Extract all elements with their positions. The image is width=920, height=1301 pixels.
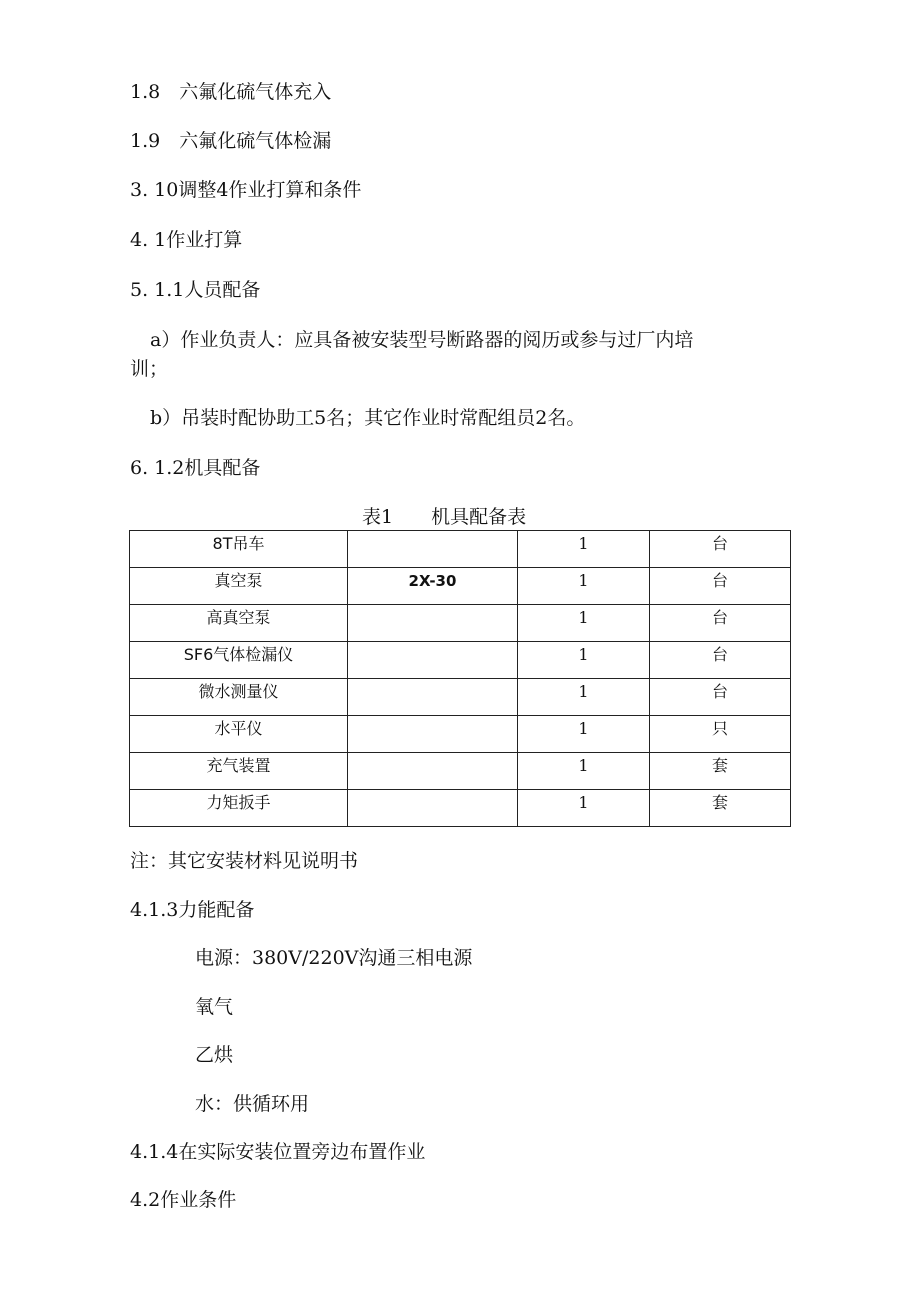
- tool-name-cell: 微水测量仪: [130, 679, 348, 716]
- section-1-8: 1.8 六氟化硫气体充入: [130, 81, 332, 103]
- tool-spec-cell: [348, 716, 518, 753]
- tool-unit-cell: 台: [650, 531, 791, 568]
- section-5-1-1: 5. 1.1人员配备: [130, 279, 261, 301]
- table-row: [130, 790, 791, 827]
- section-4-1-3: 4.1.3力能配备: [130, 899, 255, 921]
- tool-name-cell: 8T吊车: [130, 531, 348, 568]
- tool-unit-cell: 套: [650, 753, 791, 790]
- table-row: [130, 605, 791, 642]
- section-1-9: 1.9 六氟化硫气体检漏: [130, 130, 332, 152]
- tool-spec-cell: [348, 531, 518, 568]
- tool-qty-cell: 1: [518, 642, 650, 679]
- tool-qty-cell: 1: [518, 753, 650, 790]
- tool-name-cell: 力矩扳手: [130, 790, 348, 827]
- tool-unit-cell: 台: [650, 642, 791, 679]
- table-note: 注：其它安装材料见说明书: [130, 850, 359, 872]
- table-caption: 表1 机具配备表: [362, 506, 527, 528]
- tool-name-cell: 充气装置: [130, 753, 348, 790]
- tool-name-cell: 高真空泵: [130, 605, 348, 642]
- tool-spec-cell: [348, 605, 518, 642]
- paragraph-a: a）作业负责人：应具备被安装型号断路器的阅历或参与过厂内培: [150, 329, 694, 351]
- tool-name-cell: 真空泵: [130, 568, 348, 605]
- tool-spec-cell: 2X-30: [348, 568, 518, 605]
- table-row: [130, 753, 791, 790]
- tool-spec-cell: [348, 753, 518, 790]
- tool-qty-cell: 1: [518, 531, 650, 568]
- table-row: [130, 679, 791, 716]
- section-4-1-4: 4.1.4在实际安装位置旁边布置作业: [130, 1141, 426, 1163]
- tool-unit-cell: 台: [650, 679, 791, 716]
- tool-qty-cell: 1: [518, 679, 650, 716]
- tool-spec-cell: [348, 642, 518, 679]
- tool-unit-cell: 台: [650, 568, 791, 605]
- tool-qty-cell: 1: [518, 790, 650, 827]
- tool-spec-cell: [348, 679, 518, 716]
- tool-name-cell: SF6气体检漏仪: [130, 642, 348, 679]
- paragraph-a-continued: 训；: [130, 358, 169, 380]
- tool-qty-cell: 1: [518, 716, 650, 753]
- table-row: [130, 716, 791, 753]
- tool-table: [129, 530, 791, 827]
- tool-spec-cell: [348, 790, 518, 827]
- acetylene-item: 乙烘: [195, 1044, 234, 1066]
- section-4-2: 4.2作业条件: [130, 1189, 237, 1211]
- table-row: [130, 568, 791, 605]
- water-item: 水：供循环用: [195, 1093, 310, 1115]
- table-row: [130, 642, 791, 679]
- tool-unit-cell: 套: [650, 790, 791, 827]
- tool-unit-cell: 台: [650, 605, 791, 642]
- tool-unit-cell: 只: [650, 716, 791, 753]
- tool-name-cell: 水平仪: [130, 716, 348, 753]
- tool-qty-cell: 1: [518, 605, 650, 642]
- oxygen-item: 氧气: [195, 996, 234, 1018]
- section-4-1: 4. 1作业打算: [130, 229, 243, 251]
- table-row: [130, 531, 791, 568]
- section-3-10: 3. 10调整4作业打算和条件: [130, 179, 362, 201]
- tool-qty-cell: 1: [518, 568, 650, 605]
- paragraph-b: b）吊装时配协助工5名；其它作业时常配组员2名。: [150, 407, 586, 429]
- power-supply-item: 电源：380V/220V沟通三相电源: [195, 947, 473, 969]
- section-6-1-2: 6. 1.2机具配备: [130, 457, 261, 479]
